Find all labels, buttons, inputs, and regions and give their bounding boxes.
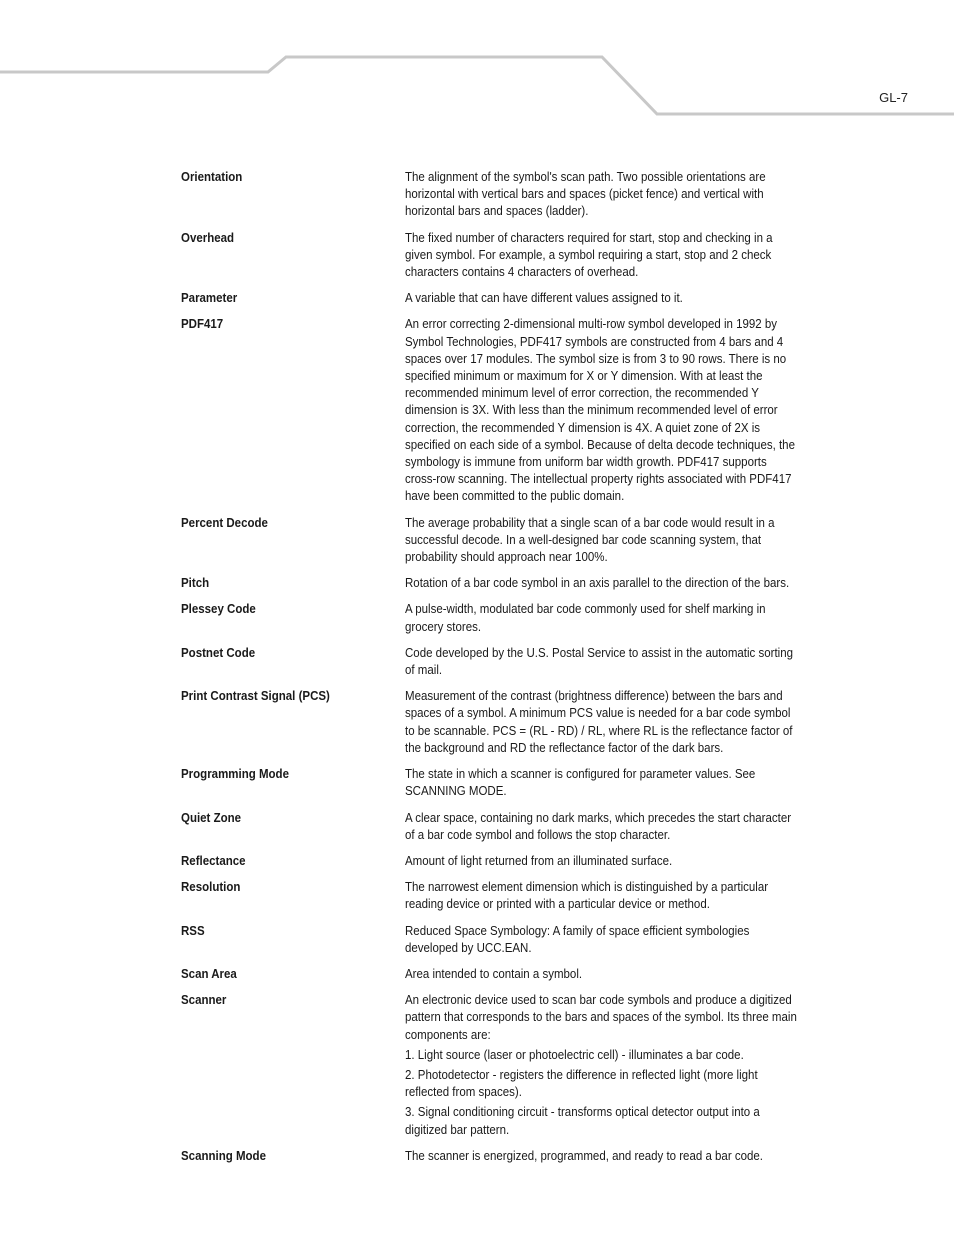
definition-paragraph: A clear space, containing no dark marks, which precedes the start character of a bar code symbol and follows the stop character. xyxy=(405,810,792,842)
glossary-term: RSS xyxy=(181,923,205,938)
glossary-definition xyxy=(405,645,799,679)
glossary-term: Pitch xyxy=(181,576,210,591)
glossary-term: Scanner xyxy=(181,993,227,1008)
definition-paragraph: The state in which a scanner is configured for parameter values. See SCANNING MODE. xyxy=(405,767,756,799)
glossary-entry xyxy=(181,923,801,957)
glossary-entry xyxy=(181,601,801,635)
glossary-definition xyxy=(405,766,799,800)
glossary-term: Programming Mode xyxy=(181,767,289,782)
glossary-entry xyxy=(181,992,801,1139)
definition-paragraph: Reduced Space Symbology: A family of space efficient symbologies developed by UCC.EAN. xyxy=(405,923,750,955)
definition-paragraph: 2. Photodetector - registers the difference in reflected light (more light reflected from spaces). xyxy=(405,1067,758,1100)
glossary-term: Overhead xyxy=(181,230,235,245)
definition-paragraph: Measurement of the contrast (brightness difference) between the bars and spaces of a symbol. A minimum PCS value is needed for a bar code symbol to be scannable. PCS = (RL - RD) / RL, where RL is the reflectance factor of the background and RD the reflectance factor of the dark bars. xyxy=(405,689,793,755)
glossary-definition xyxy=(405,601,799,635)
glossary-entry xyxy=(181,645,801,679)
glossary-term: PDF417 xyxy=(181,317,224,332)
definition-paragraph: An electronic device used to scan bar code symbols and produce a digitized pattern that corresponds to the bars and spaces of the symbol. Its three main components are: xyxy=(405,993,797,1042)
glossary-term: Orientation xyxy=(181,170,243,184)
glossary-entry xyxy=(181,290,801,307)
glossary-entry xyxy=(181,853,801,870)
glossary-definition xyxy=(405,1148,799,1165)
glossary-definition xyxy=(405,230,799,282)
glossary-definition xyxy=(405,316,799,505)
glossary-definition xyxy=(405,515,799,567)
glossary-definition xyxy=(405,923,799,957)
definition-paragraph: The fixed number of characters required for start, stop and checking in a given symbol. For example, a symbol requiring a start, stop and 2 check characters contains 4 characters of overhead. xyxy=(405,230,773,280)
glossary-entry xyxy=(181,515,801,567)
glossary-definition xyxy=(405,992,799,1139)
definition-paragraph: 3. Signal conditioning circuit - transforms optical detector output into a digitized bar pattern. xyxy=(405,1105,760,1137)
glossary-entry xyxy=(181,316,801,505)
definition-paragraph: 1. Light source (laser or photoelectric cell) - illuminates a bar code. xyxy=(405,1047,744,1062)
glossary-term: Postnet Code xyxy=(181,645,256,660)
glossary-definition xyxy=(405,290,799,307)
glossary-definition xyxy=(405,575,799,592)
definition-paragraph: The scanner is energized, programmed, and ready to read a bar code. xyxy=(405,1148,763,1163)
glossary-definition xyxy=(405,810,799,844)
glossary-definition xyxy=(405,966,799,983)
glossary-term: Quiet Zone xyxy=(181,810,242,825)
header-rule-graphic xyxy=(0,0,954,130)
glossary-entry xyxy=(181,230,801,282)
glossary-definition xyxy=(405,879,799,913)
glossary-definition xyxy=(405,688,799,757)
glossary-entry xyxy=(181,810,801,844)
glossary-definition xyxy=(405,169,799,221)
glossary-entry xyxy=(181,575,801,592)
glossary-entry xyxy=(181,766,801,800)
definition-paragraph: A variable that can have different values assigned to it. xyxy=(405,291,683,306)
page-number: GL-7 xyxy=(879,90,908,105)
glossary-entry xyxy=(181,1148,801,1165)
glossary-list xyxy=(181,169,801,1174)
glossary-definition xyxy=(405,853,799,870)
definition-paragraph: An error correcting 2-dimensional multi-row symbol developed in 1992 by Symbol Technologies, PDF417 symbols are constructed from 4 bars and 4 spaces over 17 modules. The symbol size is from 3 to 90 rows. There is no specified minimum or maximum for X or Y dimension. With at least the recommended minimum level of error correction, the recommended Y dimension is 3X. With less than the minimum recommended level of error correction, the recommended Y dimension is 4X. A quiet zone of 2X is specified on each side of a symbol. Because of delta decode techniques, the symbology is immune from uniform bar width growth. PDF417 supports cross-row scanning. The intellectual property rights associated with PDF417 have been committed to the public domain. xyxy=(405,317,795,504)
glossary-term: Scan Area xyxy=(181,966,237,981)
glossary-entry xyxy=(181,169,801,221)
glossary-entry xyxy=(181,688,801,757)
glossary-entry xyxy=(181,966,801,983)
definition-paragraph: Area intended to contain a symbol. xyxy=(405,966,583,981)
definition-paragraph: The alignment of the symbol's scan path. Two possible orientations are horizontal with vertical bars and spaces (picket fence) and vertical with horizontal bars and spaces (ladder). xyxy=(405,170,766,219)
glossary-term: Percent Decode xyxy=(181,515,268,530)
glossary-term: Print Contrast Signal (PCS) xyxy=(181,689,330,704)
definition-paragraph: A pulse-width, modulated bar code commonly used for shelf marking in grocery stores. xyxy=(405,602,766,634)
glossary-term: Scanning Mode xyxy=(181,1148,266,1163)
glossary-term: Parameter xyxy=(181,291,238,306)
glossary-term: Reflectance xyxy=(181,853,246,868)
glossary-term: Resolution xyxy=(181,880,241,895)
definition-paragraph: Code developed by the U.S. Postal Service to assist in the automatic sorting of mail. xyxy=(405,645,794,678)
definition-paragraph: The narrowest element dimension which is distinguished by a particular reading device or printed with a particular device or method. xyxy=(405,880,769,912)
definition-paragraph: Rotation of a bar code symbol in an axis parallel to the direction of the bars. xyxy=(405,576,790,591)
definition-paragraph: The average probability that a single scan of a bar code would result in a successful decode. In a well-designed bar code scanning system, that probability should approach near 100%. xyxy=(405,515,775,565)
definition-paragraph: Amount of light returned from an illuminated surface. xyxy=(405,853,673,868)
glossary-entry xyxy=(181,879,801,913)
glossary-term: Plessey Code xyxy=(181,602,256,617)
